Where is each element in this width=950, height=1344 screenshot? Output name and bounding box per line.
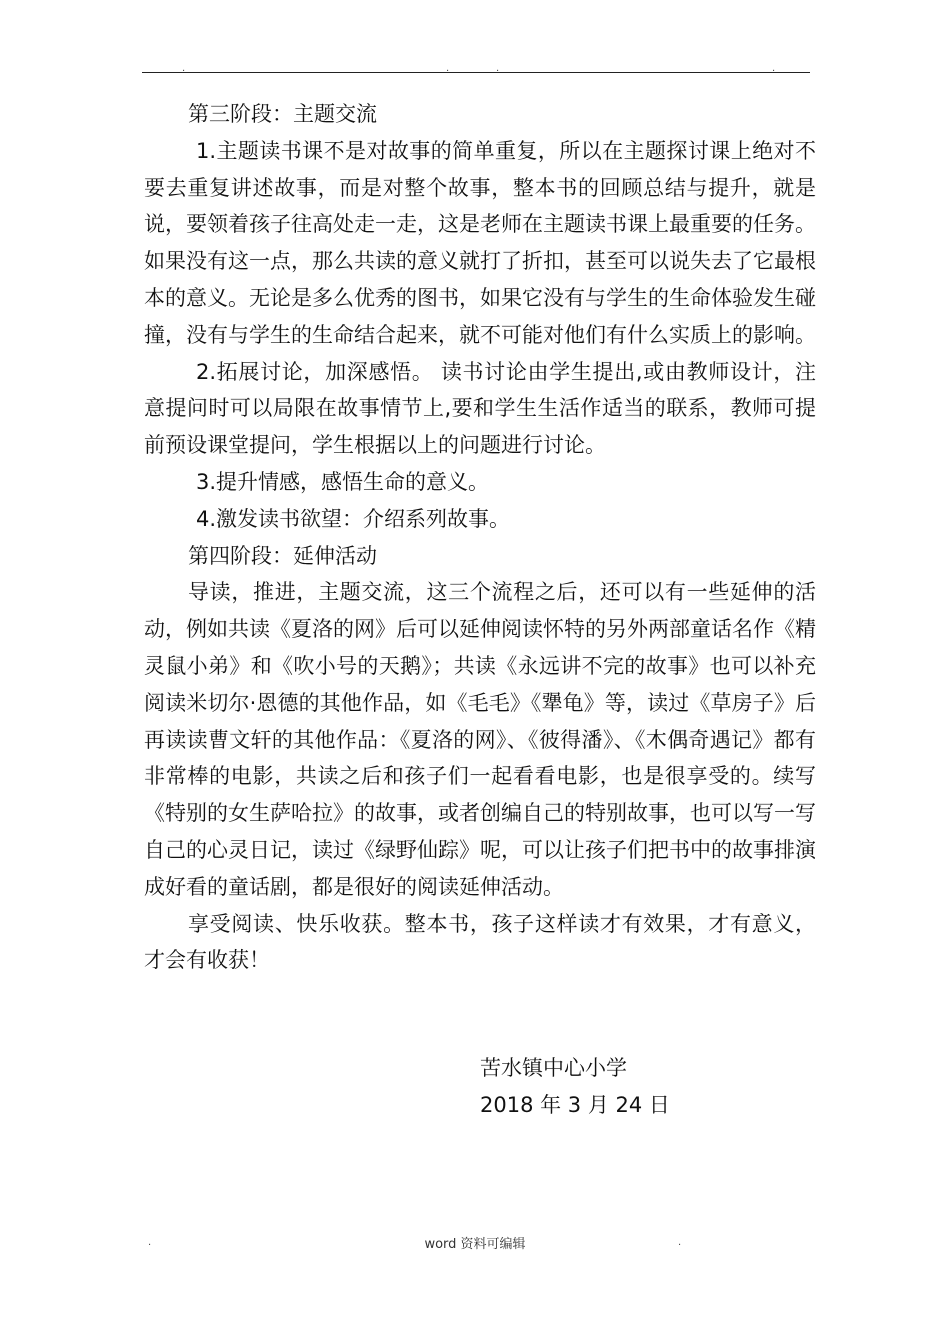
header-rule xyxy=(142,72,810,73)
document-body xyxy=(144,96,816,979)
footer-text: word 资料可编辑 xyxy=(424,1237,526,1252)
header-dot-mark: . xyxy=(496,63,500,74)
signature-date: 2018 年 3 月 24 日 xyxy=(480,1093,670,1117)
paragraph-item-2: 2.拓展讨论，加深感悟。 读书讨论由学生提出,或由教师设计，注意提问时可以局限在故事情节上,要和学生生活作适当的联系，教师可提前预设课堂提问，学生根据以上的问题进行讨论。 xyxy=(144,359,816,458)
signature-school: 苦水镇中心小学 xyxy=(480,1056,627,1080)
section-heading-stage-four: 第四阶段：延伸活动 xyxy=(188,543,377,568)
paragraph-item-4: 4.激发读书欲望：介绍系列故事。 xyxy=(196,506,511,531)
paragraph-extension-activities: 导读，推进，主题交流，这三个流程之后，还可以有一些延伸的活动，例如共读《夏洛的网》后可以延伸阅读怀特的另外两部童话名作《精灵鼠小弟》和《吹小号的天鹅》；共读《永远讲不完的故事》也可以补充阅读米切尔·恩德的其他作品，如《毛毛》《犟龟》等，读过《草房子》后再读读曹文轩的其他作品：《夏洛的网》、《彼得潘》、《木偶奇遇记》都有非常棒的电影，共读之后和孩子们一起看看电影，也是很享受的。续写《特别的女生萨哈拉》的故事，或者创编自己的特别故事，也可以写一写自己的心灵日记，读过《绿野仙踪》呢，可以让孩子们把书中的故事排演成好看的童话剧，都是很好的阅读延伸活动。 xyxy=(144,580,816,899)
footer-dot-mark: . xyxy=(148,1237,152,1248)
paragraph-item-1: 1.主题读书课不是对故事的简单重复，所以在主题探讨课上绝对不要去重复讲述故事，而是对整个故事，整本书的回顾总结与提升，就是说，要领着孩子往高处走一走，这是老师在主题读书课上最重要的任务。如果没有这一点，那么共读的意义就打了折扣，甚至可以说失去了它最根本的意义。无论是多么优秀的图书，如果它没有与学生的生命体验发生碰撞，没有与学生的生命结合起来，就不可能对他们有什么实质上的影响。 xyxy=(144,138,816,347)
header-dot-mark: . xyxy=(772,63,776,74)
header-dot-mark: . xyxy=(446,63,450,74)
section-heading-stage-three: 第三阶段：主题交流 xyxy=(188,102,377,126)
footer-dot-mark: . xyxy=(678,1237,682,1248)
paragraph-closing: 享受阅读、快乐收获。整本书，孩子这样读才有效果，才有意义，才会有收获！ xyxy=(144,911,816,973)
paragraph-item-3: 3.提升情感，感悟生命的意义。 xyxy=(196,469,490,494)
header-dot-mark: . xyxy=(182,63,186,74)
